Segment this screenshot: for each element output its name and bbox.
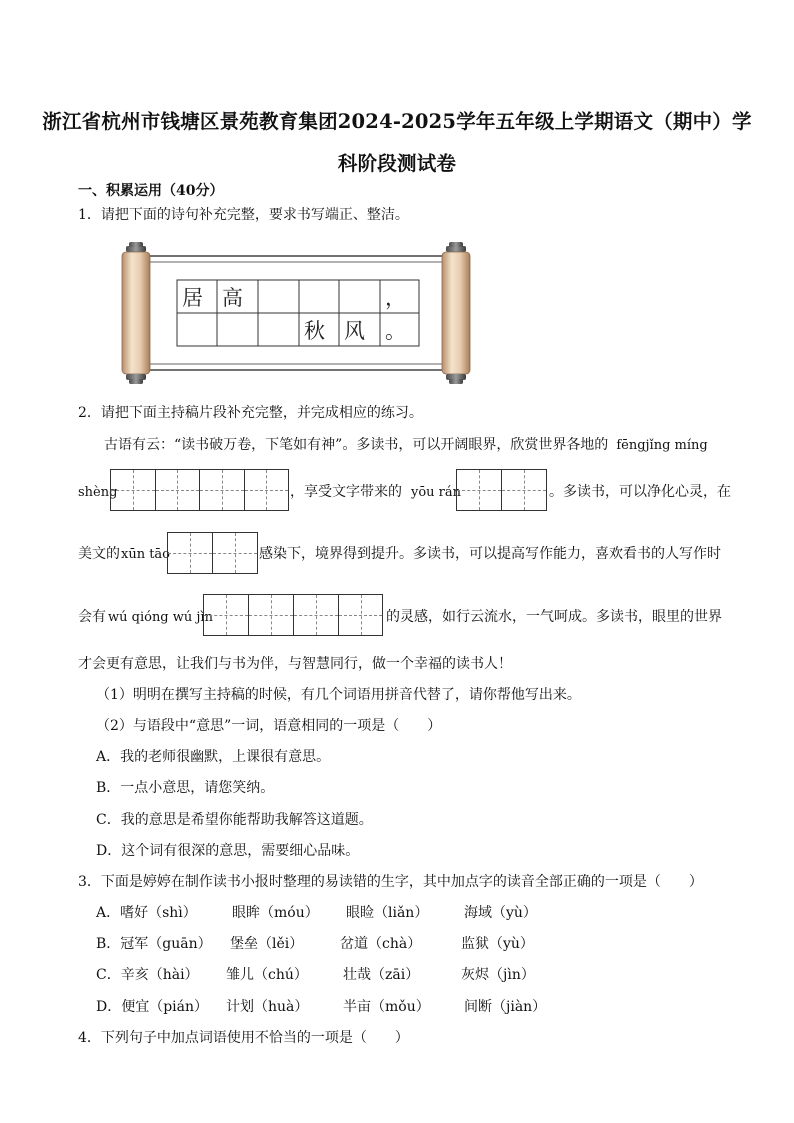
q3-option-item: 壮哉（zāi） (343, 967, 420, 983)
poem-cell: 。 (385, 319, 406, 343)
section-heading: 一、积累运用（40分） (78, 183, 224, 199)
scroll-illustration (118, 240, 474, 386)
poem-cell: 秋 (304, 319, 325, 343)
para-text: 美文的 (78, 546, 120, 562)
para-text: ，享受文字带来的 (290, 484, 402, 500)
q3-option-item: 监狱（yù） (461, 936, 534, 952)
q3-stem: 3．下面是婷婷在制作读书小报时整理的易读错的生字，其中加点字的读音全部正确的一项是（ ） (78, 874, 703, 890)
para-text: 的灵感，如行云流水，一气呵成。多读书，眼里的世界 (386, 609, 722, 625)
pinyin-answer-box[interactable] (456, 469, 547, 511)
q2-sub2: （2）与语段中“意思”一词，语意相同的一项是（ ） (96, 718, 442, 734)
q3-option-b[interactable]: B．冠军（guān） (96, 936, 212, 952)
q1-stem: 1．请把下面的诗句补充完整，要求书写端正、整洁。 (78, 207, 409, 223)
para-text: 会有 (78, 609, 106, 625)
poem-cell: 高 (222, 286, 243, 310)
option-c[interactable]: C．我的意思是希望你能帮助我解答这道题。 (96, 812, 373, 828)
q3-option-item: 堡垒（lěi） (230, 936, 304, 952)
q3-option-item: 间断（jiàn） (464, 999, 547, 1015)
poem-cell: ， (385, 286, 406, 310)
q3-option-c[interactable]: C．辛亥（hài） (96, 967, 199, 983)
pinyin: yōu rán (411, 485, 462, 500)
para-text: 古语有云：“读书破万卷，下笔如有神”。多读书，可以开阔眼界，欣赏世界各地的 (104, 437, 609, 453)
q3-option-a[interactable]: A．嗜好（shì） (96, 905, 197, 921)
poem-cell: 风 (344, 319, 365, 343)
para-text: 才会更有意思，让我们与书为伴，与智慧同行，做一个幸福的读书人！ (78, 656, 512, 672)
scroll-icon (118, 240, 474, 386)
pinyin: fēngjǐng míng (616, 438, 708, 453)
option-a[interactable]: A．我的老师很幽默，上课很有意思。 (96, 749, 331, 765)
q3-option-item: 计划（huà） (226, 999, 309, 1015)
pinyin-answer-box[interactable] (167, 532, 258, 574)
pinyin-answer-box[interactable] (203, 594, 383, 636)
q3-option-item: 半亩（mǒu） (343, 999, 430, 1015)
pinyin: shèng (78, 485, 118, 500)
q2-para-line1 (104, 436, 708, 455)
pinyin: xūn tāo (121, 547, 171, 562)
q3-option-item: 雏儿（chú） (226, 967, 308, 983)
page-title-line2: 科阶段测试卷 (337, 152, 457, 175)
pinyin-answer-box[interactable] (110, 469, 289, 511)
q4-stem: 4．下列句子中加点词语使用不恰当的一项是（ ） (78, 1030, 409, 1046)
q2-sub1: （1）明明在撰写主持稿的时候，有几个词语用拼音代替了，请你帮他写出来。 (96, 687, 581, 703)
page-title-line1: 浙江省杭州市钱塘区景苑教育集团2024-2025学年五年级上学期语文（期中）学 (42, 110, 752, 133)
q3-option-item: 灰烬（jìn） (461, 967, 535, 983)
q2-stem: 2．请把下面主持稿片段补充完整，并完成相应的练习。 (78, 405, 423, 421)
q3-option-item: 海域（yù） (464, 905, 537, 921)
q3-option-item: 眼眸（móu） (232, 905, 319, 921)
para-text: 感染下，境界得到提升。多读书，可以提高写作能力，喜欢看书的人写作时 (259, 546, 721, 562)
para-text: 。多读书，可以净化心灵，在 (549, 484, 731, 500)
pinyin: wú qióng wú jìn (108, 610, 213, 625)
q3-option-item: 岔道（chà） (340, 936, 422, 952)
poem-cell: 居 (182, 286, 203, 310)
option-b[interactable]: B．一点小意思，请您笑纳。 (96, 780, 275, 796)
q3-option-d[interactable]: D．便宜（pián） (96, 999, 209, 1015)
q3-option-item: 眼睑（liǎn） (346, 905, 429, 921)
option-d[interactable]: D．这个词有很深的意思，需要细心品味。 (96, 843, 360, 859)
